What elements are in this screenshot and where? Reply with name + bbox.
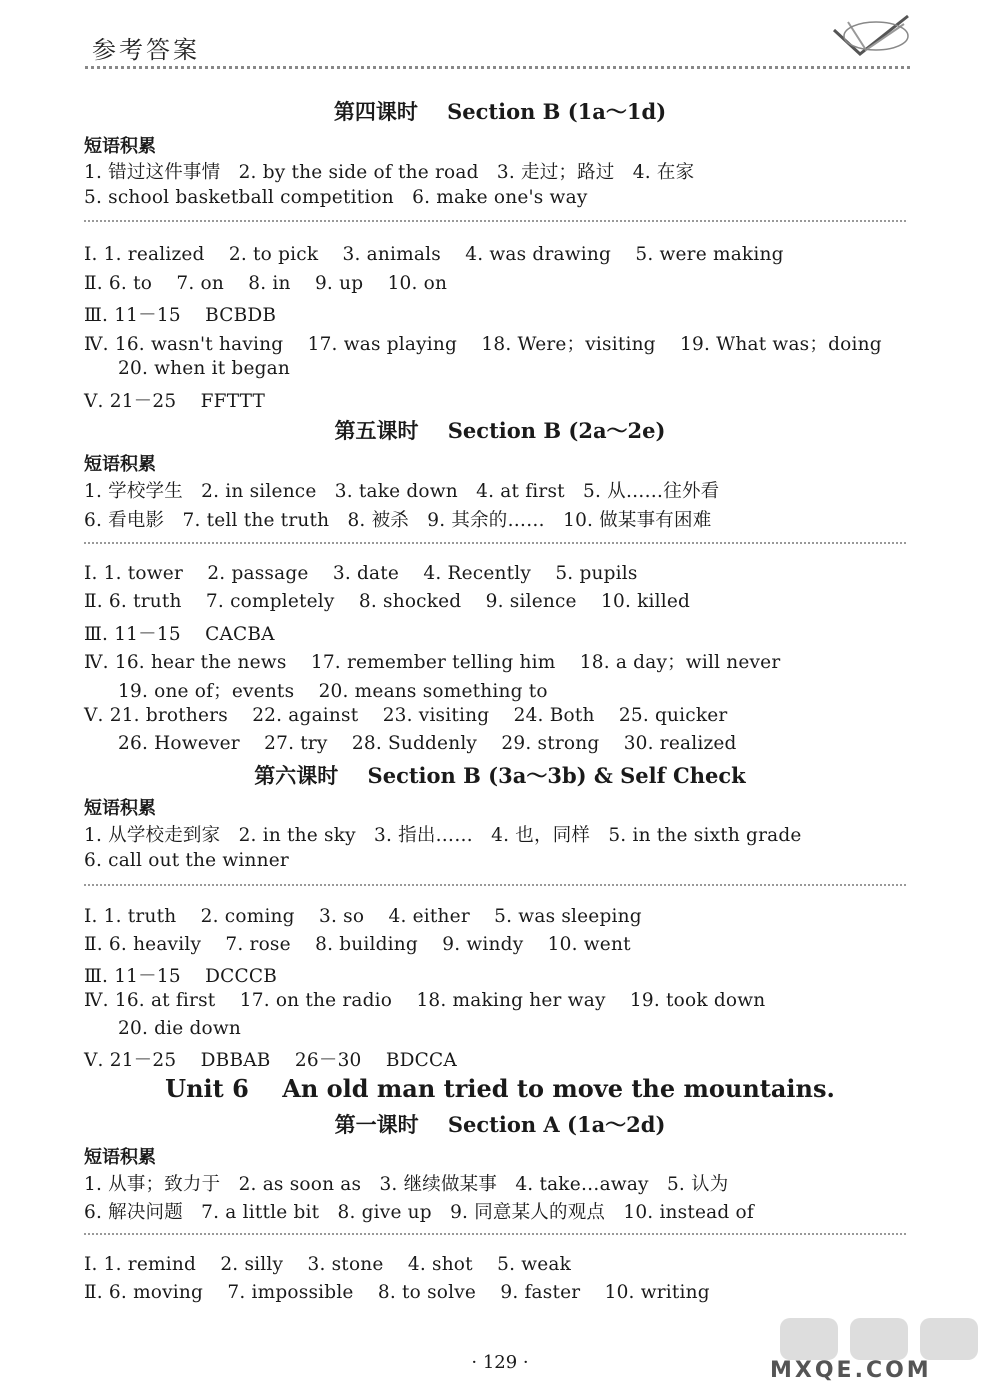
answer-line: 6. call out the winner <box>84 850 289 871</box>
answer-line: Ⅱ. 6. heavily 7. rose 8. building 9. windy 10. went <box>84 934 631 955</box>
answer-line: 1. 从事；致力于 2. as soon as 3. 继续做某事 4. take…away 5. 认为 <box>84 1174 729 1195</box>
answer-line: Ⅱ. 6. to 7. on 8. in 9. up 10. on <box>84 273 448 294</box>
answer-line: 1. 学校学生 2. in silence 3. take down 4. at first 5. 从……往外看 <box>84 481 720 502</box>
section-heading: 第六课时 Section B (3a～3b) & Self Check <box>254 763 746 788</box>
header-divider <box>85 66 910 69</box>
answer-line: Ⅰ. 1. realized 2. to pick 3. animals 4. was drawing 5. were making <box>84 244 784 265</box>
dotted-divider <box>84 220 906 222</box>
dotted-divider <box>84 884 906 886</box>
answer-line: 5. school basketball competition 6. make one's way <box>84 187 588 208</box>
answer-line: Ⅳ. 16. hear the news 17. remember telling him 18. a day；will never <box>84 652 781 673</box>
answer-line: Ⅰ. 1. tower 2. passage 3. date 4. Recently 5. pupils <box>84 563 638 584</box>
answer-line: 6. 解决问题 7. a little bit 8. give up 9. 同意某人的观点 10. instead of <box>84 1202 754 1223</box>
answer-line: 26. However 27. try 28. Suddenly 29. strong 30. realized <box>118 733 737 754</box>
answer-line: 19. one of；events 20. means something to <box>118 681 548 702</box>
answer-line: Ⅰ. 1. truth 2. coming 3. so 4. either 5. was sleeping <box>84 906 642 927</box>
watermark-logo-icon <box>755 1314 1000 1399</box>
answer-line: Ⅲ. 11－15 CACBA <box>84 624 275 645</box>
phrase-label: 短语积累 <box>84 136 156 157</box>
section-heading: 第一课时 Section A (1a～2d) <box>334 1112 666 1137</box>
page-header <box>0 0 1000 80</box>
answer-line: Ⅳ. 16. at first 17. on the radio 18. making her way 19. took down <box>84 990 766 1011</box>
answer-line: Ⅱ. 6. truth 7. completely 8. shocked 9. silence 10. killed <box>84 591 691 612</box>
phrase-label: 短语积累 <box>84 1147 156 1168</box>
answer-line: Ⅰ. 1. remind 2. silly 3. stone 4. shot 5. weak <box>84 1254 572 1275</box>
section-heading: 第四课时 Section B (1a～1d) <box>333 99 667 124</box>
checkmark-deco-icon <box>826 10 916 62</box>
answer-line: Ⅳ. 16. wasn't having 17. was playing 18. Were；visiting 19. What was；doing <box>84 334 882 355</box>
answer-line: 6. 看电影 7. tell the truth 8. 被杀 9. 其余的…… 10. 做某事有困难 <box>84 510 712 531</box>
phrase-label: 短语积累 <box>84 798 156 819</box>
answer-line: Ⅲ. 11－15 DCCCB <box>84 966 277 987</box>
dotted-divider <box>84 542 906 544</box>
page-number: · 129 · <box>471 1352 529 1373</box>
answer-line: Ⅱ. 6. moving 7. impossible 8. to solve 9. faster 10. writing <box>84 1282 710 1303</box>
header-title: 参考答案 <box>92 36 200 64</box>
section-heading: Unit 6 An old man tried to move the mountains. <box>165 1074 835 1103</box>
section-heading: 第五课时 Section B (2a～2e) <box>334 418 666 443</box>
answer-line: Ⅲ. 11－15 BCBDB <box>84 305 277 326</box>
answer-line: Ⅴ. 21－25 FFTTT <box>84 391 266 412</box>
watermark-text: MXQE.COM <box>770 1358 932 1383</box>
dotted-divider <box>84 1233 906 1235</box>
phrase-label: 短语积累 <box>84 454 156 475</box>
answer-line: 1. 从学校走到家 2. in the sky 3. 指出…… 4. 也，同样 5. in the sixth grade <box>84 825 802 846</box>
answer-line: 20. when it began <box>118 358 291 379</box>
answer-line: Ⅴ. 21－25 DBBAB 26－30 BDCCA <box>84 1050 457 1071</box>
answer-line: Ⅴ. 21. brothers 22. against 23. visiting 24. Both 25. quicker <box>84 705 728 726</box>
answer-line: 20. die down <box>118 1018 242 1039</box>
answer-line: 1. 错过这件事情 2. by the side of the road 3. 走过；路过 4. 在家 <box>84 162 695 183</box>
